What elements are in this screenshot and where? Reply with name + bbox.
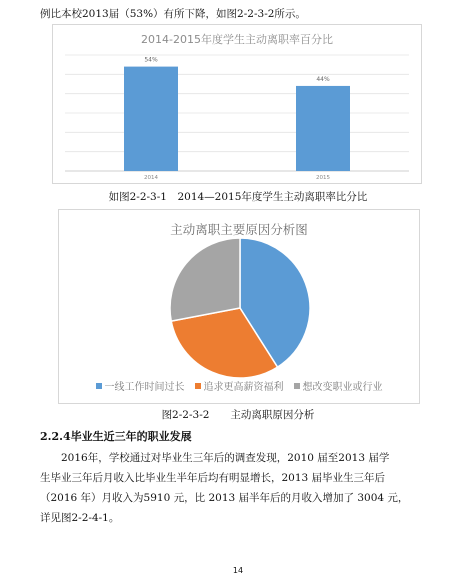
legend-swatch <box>195 383 201 389</box>
bar-chart <box>52 24 422 184</box>
intro-text-line: 例比本校2013届（53%）有所下降，如图2-2-3-2所示。 <box>40 8 306 20</box>
section-heading: 2.2.4毕业生近三年的职业发展 <box>40 430 192 443</box>
legend-label: 一线工作时间过长 <box>104 382 185 393</box>
pie-chart-title: 主动离职主要原因分析图 <box>170 222 308 237</box>
bar-chart-plot <box>53 25 421 183</box>
pie-chart-plot <box>59 210 419 403</box>
bar <box>124 67 178 171</box>
x-tick-label: 2015 <box>316 175 330 181</box>
legend-item <box>294 378 383 393</box>
paragraph-line: 生毕业三年后月收入比毕业生半年后均有明显增长，2013 届毕业生三年后 <box>40 472 386 484</box>
x-tick-label: 2014 <box>144 175 158 181</box>
paragraph-line: 详见图2-2-4-1。 <box>40 512 120 524</box>
paragraph-line: 2016年，学校通过对毕业生三年后的调查发现，2010 届至2013 届学 <box>40 452 390 464</box>
legend-item <box>96 378 185 393</box>
pie-slice <box>170 238 240 321</box>
figure-caption-1: 如图2-2-3-1 2014—2015年度学生主动离职率比分比 <box>108 191 368 203</box>
bar-chart-title: 2014-2015年度学生主动离职率百分比 <box>141 33 333 46</box>
page-number: 14 <box>232 566 244 575</box>
data-label: 54% <box>144 56 158 64</box>
body-paragraph <box>40 448 432 528</box>
bar <box>296 86 350 171</box>
pie-chart <box>58 209 420 404</box>
legend-item <box>195 378 284 393</box>
pie-legend <box>59 378 419 393</box>
figure-caption-2: 图2-2-3-2 主动离职原因分析 <box>161 409 315 421</box>
legend-label: 想改变职业或行业 <box>302 382 383 393</box>
legend-swatch <box>96 383 102 389</box>
paragraph-line: （2016 年）月收入为5910 元，比 2013 届半年后的月收入增加了 3004 元， <box>40 492 409 504</box>
legend-label: 追求更高薪资福利 <box>203 382 284 393</box>
legend-swatch <box>294 383 300 389</box>
data-label: 44% <box>316 75 330 83</box>
